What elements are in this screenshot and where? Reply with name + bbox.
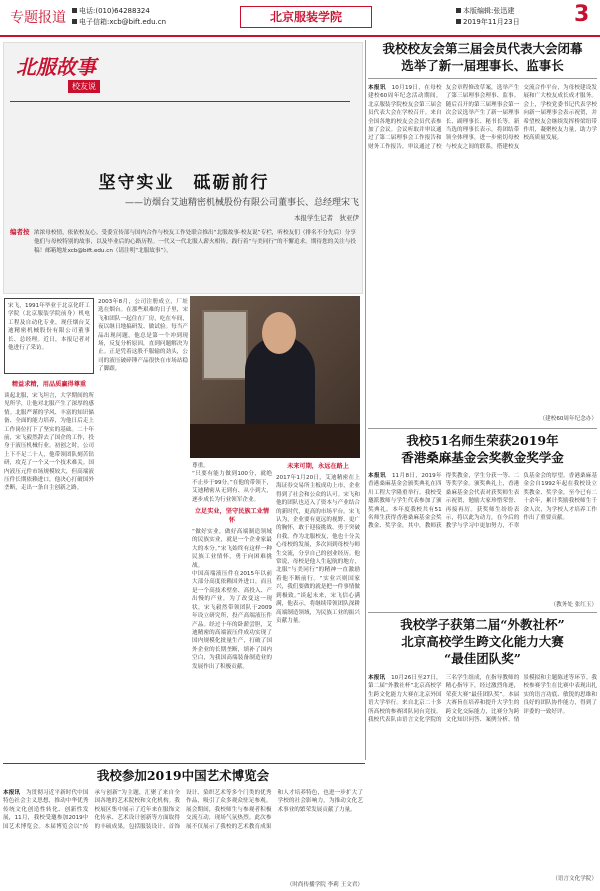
intro-text: 宋飞，1991年毕业于北京化纤工学院（北京服装学院前身）机电工程及自动化专业，现任烟台艾迪精密机械股份有限公司董事长、总经理。近日，本报记者对他进行了采访。 xyxy=(8,303,90,352)
section-heading-2: 立足实业，坚守民族工业情怀 xyxy=(194,508,270,525)
page-number: 3 xyxy=(574,2,590,27)
story-col1: 谈起北服，宋飞坦言，大学期间的所见所学，让他对北服产生了深厚的感情。北服严谨的学风、丰富的知识储备、全面的能力培养，为他日后走上工作岗位打下了坚实的基础。二十年前，宋飞毅然辞去了国企的工作，投身于液压机械行业。初创之时，公司上下不足二十人，他带领团队刻苦钻研，攻克了一个又一个技术难关。国内液压元件市场规模较大，但高端液压件长期依赖进口，他决心打破国外垄断，走出一条自主创新之路。 xyxy=(4,393,94,492)
article-title-2: 选举了新一届理事长、监事长 xyxy=(401,58,564,73)
portrait-photo xyxy=(190,296,360,458)
story-col2a: 2003年8月，公司注册成立，厂址选在烟台。在那些艰难的日子里，宋飞和团队一起住在厂房，吃在车间，夜以继日地搞研发、做试验。每当产品出现问题，他总是第一个冲到现场，反复分析原因，直到问题解决为止。正是凭着这股不服输的劲头，公司的液压破碎锤产品很快在市场站稳了脚跟。 xyxy=(98,299,188,373)
contact-info: 电话:(010)64288324 电子信箱:xcb@bift.edu.cn xyxy=(72,6,166,28)
article-credit: （时尚传播学院 李莉 王文君） xyxy=(286,882,363,888)
section-heading-3: 未来可期，永远在路上 xyxy=(287,463,349,470)
article-body: 本报讯 11月8日，2019年香港桑麻基金会颁奖典礼在四川工程大学隆重举行。我校受邀派教师与学生代表参加了颁奖典礼。本年度我校共有51名师生获得香港桑麻基金会奖教金、奖学金，其中，教师获得奖教金，学生分获一等、二等奖学金。颁奖典礼上，香港桑麻基金会代表对获奖师生表示祝贺，勉励大家珍惜荣誉、再接再厉。获奖师生纷纷表示，将以此为动力，在今后的教学与学习中更加努力，不辜负基金会的厚望。香港桑麻基金会自1992年起在我校设立奖教金、奖学金，至今已有二十余年，累计奖励我校师生千余人次，为学校人才培养工作作出了重要贡献。 xyxy=(368,473,597,530)
newspaper-logo: 北京服装学院 xyxy=(240,6,372,28)
article-title: 我校51名师生荣获2019年 xyxy=(406,433,559,448)
article-body: 本报讯 为贯彻习近平新时代中国特色社会主义思想，推动中华优秀传统文化创造性转化、创新性发展，11月，我校受邀参加2019中国艺术博览会。本届博览会以“传承与创新”为主题，汇聚了来自全国各地的艺术院校和文化机构。我校展区集中展示了近年来在服饰文化传承、艺术设计创新等方面取得的丰硕成果，包括服装设计、首饰设计、染织艺术等多个门类的优秀作品，吸引了众多观众驻足参观。展会期间，我校师生与参观者积极交流互动，现场气氛热烈。此次参展不仅展示了我校的艺术教育成果和人才培养特色，也进一步扩大了学校的社会影响力，为推动文化艺术事业的繁荣发展贡献了力量。 xyxy=(3,790,363,830)
article-title-2: 北京高校学生跨文化能力大赛 xyxy=(401,634,564,649)
story-col3: 尊重。 “只要有能力做到100分，就绝不止步于99分。”在他的带领下，艾迪精密从无到有、从小到大，逐步成长为行业领军企业。 立足实业，坚守民族工业情怀 “做好实业，做好高端制造领域的民族实业，就是一个企业家最大的本分。”宋飞始终有这样一种民族工业情怀，勇于向困难挑战。 中国高端液压件在2015年以前大部分高度依赖国外进口，而且是一个高技术壁垒、高投入、产出慢的产业，为了改变这一现状，宋飞毅然带领团队于2009年设立研究所，投产高端液压件产品。经过十年的卧薪尝胆，艾迪精密的高端液压件成功实现了国内规模化批量生产，打破了国外企业的长期垄断，填补了国内空白，为我国高端装备制造业的发展作出了积极贡献。 xyxy=(192,463,272,670)
article-title: 我校学子获第二届“外教社杯” xyxy=(400,617,565,632)
feature-subtitle: ——访烟台艾迪精密机械股份有限公司董事长、总经理宋飞 xyxy=(124,198,359,208)
article-credit: （语言文化学院） xyxy=(552,876,597,882)
article-credit: （建校60周年纪念办） xyxy=(539,416,597,422)
edition-info: 本版编辑:张迅建 2019年11月23日 xyxy=(456,6,520,28)
page-header xyxy=(0,0,600,37)
byline: 本报学生记者 狄亚伊 xyxy=(294,214,359,222)
article-alumni-assembly xyxy=(368,40,597,425)
article-title: 我校校友会第三届会员代表大会闭幕 xyxy=(382,41,583,56)
article-title-3: “最佳团队奖” xyxy=(444,651,521,666)
editor-note: 浓浓母校情，依依校友心。受委宣传部与国内合作与校友工作处联合推出“北服故事·校友说”专栏，听校友们（排名不分先后）分享他们与母校特别的故事，以及毕业后的心路历程。一代又一代北服人薪火相传，践行着“与美同行”的不懈追求。期待您的关注与投稿！邮箱地址xcb@bift.edu.cn（请注明“北服故事”）。 xyxy=(34,230,356,254)
article-art-expo xyxy=(3,767,363,889)
intro-box xyxy=(4,298,94,374)
article-body: 本报讯 10月26日至27日，第二届“外教社杯”北京高校学生跨文化能力大赛在北京外国语大学举行。来自北京二十多所高校的参赛团队同台竞技。我校代表队由语言文化学院的三名学生组成，在指导教师的精心指导下，经过激烈角逐，荣获大赛“最佳团队奖”。本届大赛旨在培养和提升大学生的跨文化交际能力，比赛分为跨文化知识问答、案例分析、情景模拟和主题陈述等环节。我校参赛学生在比赛中表现出扎实的语言功底、敏锐的思维和良好的团队协作能力，得到了评委的一致好评。 xyxy=(368,675,597,724)
story-col4: 2017年1月20日，艾迪精密在上海证券交易所主板成功上市，企业得到了社会和公众的认可。宋飞和他的团队也迈入了资本与产业结合的新时代，更高的市场平台。宋飞认为，企业要有更远的视野、更广的胸怀，敢于迎接挑战、勇于突破自我。作为北服校友，他也十分关心母校的发展，多次回到母校与师生交流，分享自己的创业经历。他常说，母校是他人生起航的地方，北服“与美同行”的精神一直激励着他不断前行。“实业兴则国家兴，我们要做的就是把一件事情做到极致。”谈起未来，宋飞信心满满，他表示，将继续带领团队深耕高端制造领域，为民族工业的振兴贡献力量。 xyxy=(276,475,360,624)
article-competition xyxy=(368,616,597,889)
editor-note-label: 编者按 xyxy=(10,228,30,236)
article-credit: （教务处 张红玉） xyxy=(550,602,597,608)
feature-header xyxy=(3,42,363,294)
divider xyxy=(10,101,350,102)
feature-title: 坚守实业 砥砺前行 xyxy=(98,173,270,193)
section-name: 专题报道 xyxy=(10,10,66,26)
article-title: 我校参加2019中国艺术博览会 xyxy=(96,768,270,783)
article-body: 本报讯 10月19日，在母校建校60周年纪念活动期间，北京服装学院校友会第三届会员代表大会在学校召开。来自全国各地的校友会会员代表参加了会议。会议听取并审议通过了第二届理事会工作报告和财务工作报告，审议通过了校友会章程修改草案，选举产生了第三届理事会理事、监事。随后召开的第三届理事会第一次会议选举产生了新一届理事长、副理事长、秘书长等。新当选的理事长表示，将团结带领全体理事，进一步密切母校与校友之间的联系，搭建校友交流合作平台，为母校建设发展和广大校友成长成才服务。会上，学校党委书记代表学校向新一届理事会表示祝贺，并希望校友会继续发挥桥梁纽带作用，凝聚校友力量，助力学校高质量发展。 xyxy=(368,85,597,150)
column-subtitle: 校友说 xyxy=(68,80,100,93)
article-scholarship xyxy=(368,432,597,610)
section-heading: 精益求精，用品质赢得尊重 xyxy=(11,381,87,388)
article-title-2: 香港桑麻基金会奖教金奖学金 xyxy=(401,450,564,465)
column-title: 北服故事 xyxy=(16,55,96,79)
